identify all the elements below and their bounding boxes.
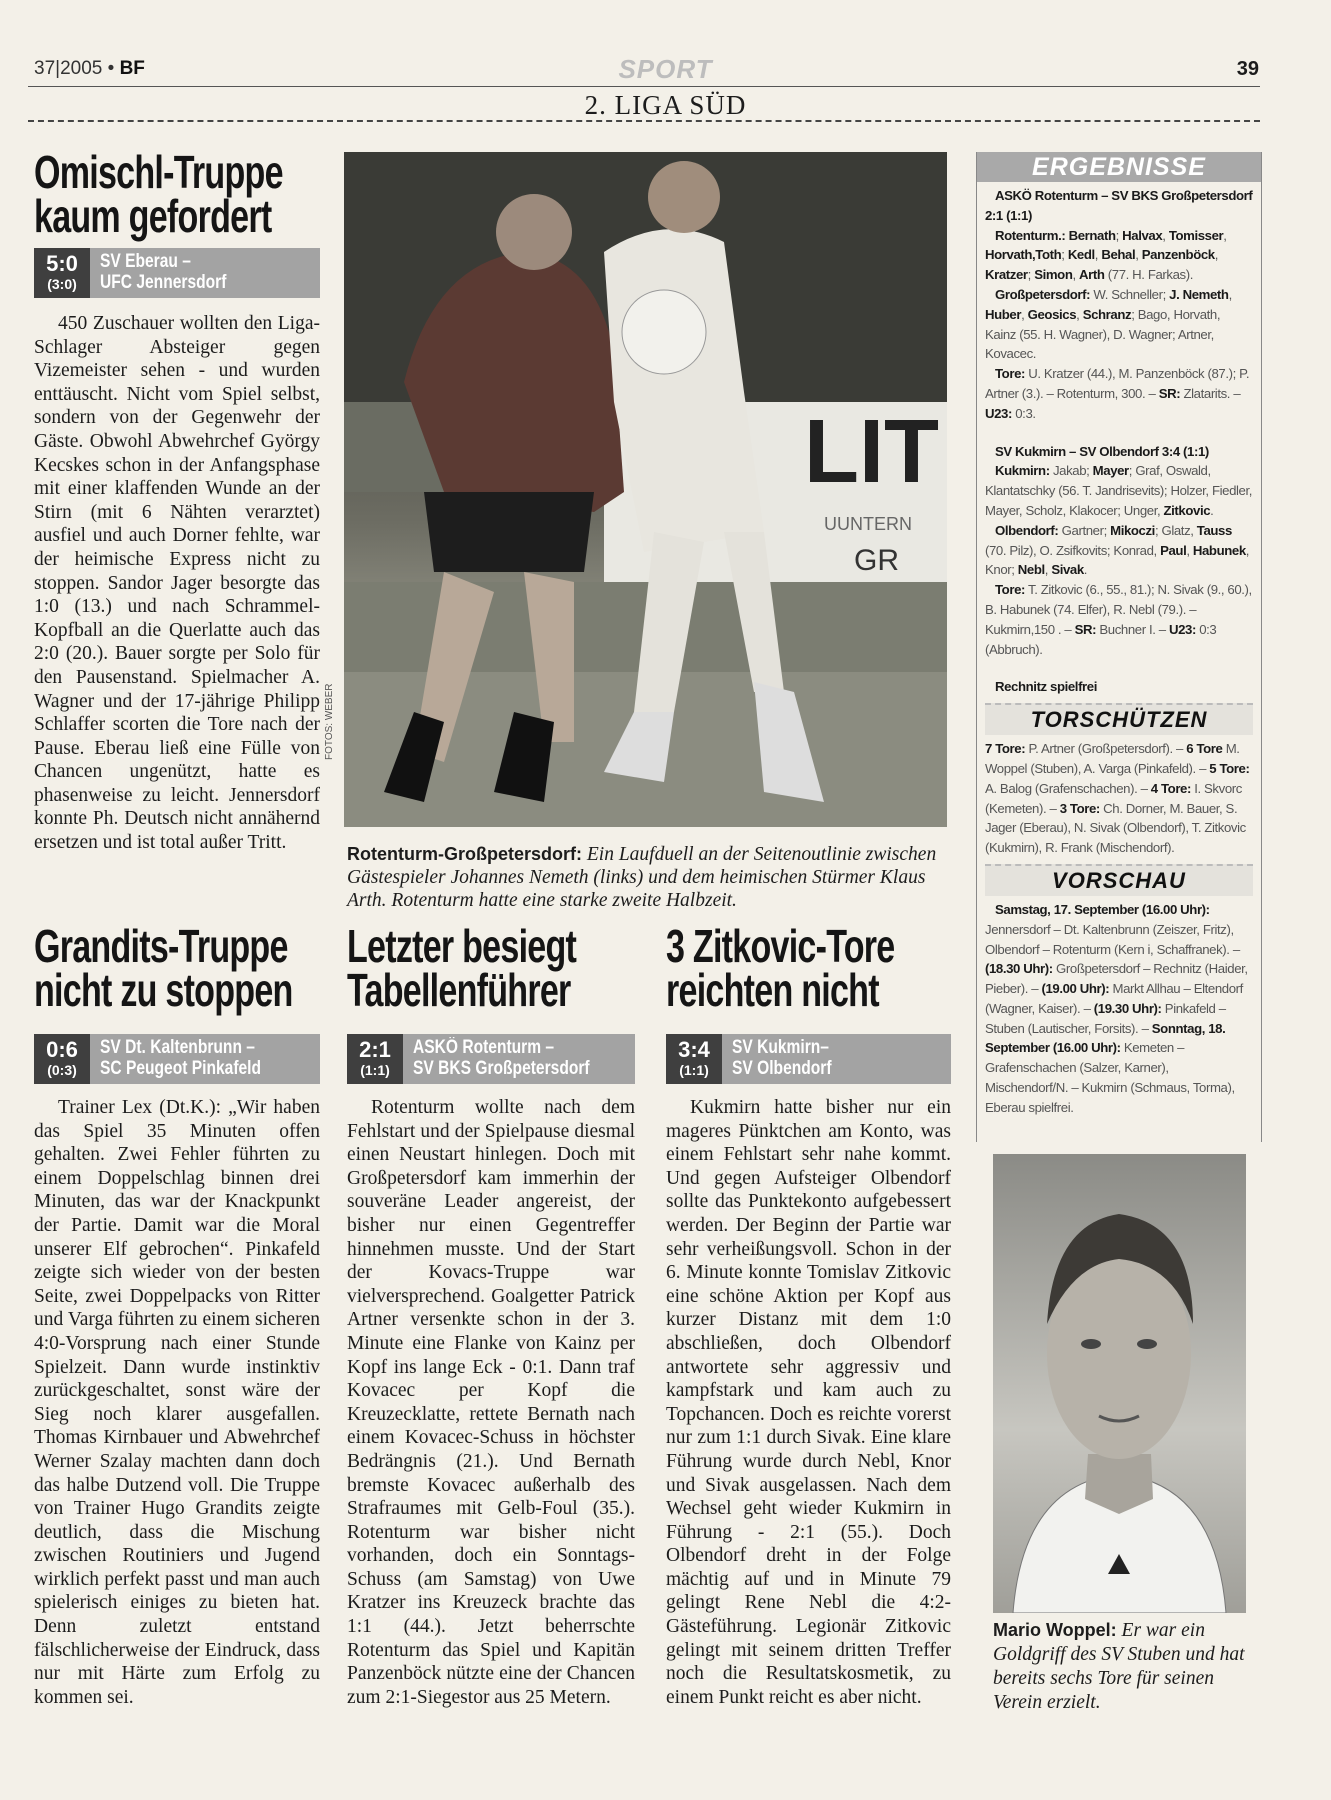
bold-text: Schranz [1082, 306, 1132, 322]
text: ; Bago, Horvath, Kainz (55. H. Wagner), D. Wagner; Artner, Kovacec. [985, 306, 1221, 362]
caption-text: Ein Laufduell an der Seitenoutlinie zwischen Gästespieler Johannes Nemeth (links) und dem heimischen Stürmer Klaus Arth. Rotenturm hatte eine starke zweite Halbzeit. [347, 844, 937, 911]
header-rule [28, 86, 1260, 87]
player-name: Mario Woppel: [993, 1620, 1117, 1640]
result-entry [985, 461, 1253, 520]
text: P. Artner (Großpetersdorf). – [1025, 741, 1187, 757]
bold-text: 5 Tore: [1209, 760, 1250, 776]
article-body: 450 Zuschauer wollten den Liga-Schlager Absteiger gegen Vizemeister sehen - und wurden enttäuscht. Nicht vom Spiel selbst, sondern von der Gegenwehr der Gäste. Obwohl Abwehrchef György Kecskes schon in der Anfangsphase mit einer klaffenden Wunde an der Stirn (mit 6 Nähten verarztet) ausfiel und auch Dorner fehlte, war der heimische Express nicht zu stoppen. Sandor Jager besorgte das 1:0 (13.) und nach Schrammel-Kopfball an die Querlatte auch das 2:0 (20.). Bauer sorgte per Solo für den Pausenstand. Spielmacher A. Wagner und der 17-jährige Philipp Schlaffer scorten die Tore nach der Pause. Eberau ließ eine Fülle von Chancen ungenützt, hatte es phasenweise zu leicht. Jennersdorf konnte Ph. Deutsch nicht annähernd ersetzen und ist total außer Tritt. [34, 313, 320, 854]
text: Großpetersdorf – Rechnitz (Haider, Pieber). – [985, 961, 1248, 997]
result-entry [985, 186, 1253, 226]
bold-text: Panzenböck [1141, 247, 1215, 263]
text: . [1083, 562, 1088, 578]
bold-text: Tore: [995, 366, 1025, 382]
photo-credit: FOTOS: WEBER [324, 683, 335, 760]
halftime-score: (1:1) [360, 1062, 390, 1078]
result-entry [985, 580, 1253, 659]
text: , [1214, 247, 1218, 263]
bold-text: 4 Tore: [1150, 780, 1191, 796]
player-caption [993, 1618, 1253, 1715]
svg-text:GR: GR [854, 544, 899, 577]
bold-text: Nebl [1017, 562, 1045, 578]
score-box [34, 1034, 320, 1084]
text: , [1072, 267, 1080, 283]
bold-text: Rotenturm.: Bernath [995, 227, 1116, 243]
final-score: 2:1 [359, 1037, 391, 1062]
match-photo [344, 152, 947, 827]
text: , [1162, 227, 1169, 243]
bold-text: Behal [1101, 247, 1136, 263]
page-number: 39 [1236, 58, 1259, 80]
text: Pinkafeld – Stuben (Lautischer, Forsits). – [985, 1000, 1226, 1036]
headline-line: 3 Zitkovic-Tore [666, 920, 895, 972]
bold-text: Rechnitz spielfrei [995, 679, 1097, 695]
result-entry [985, 285, 1253, 364]
text: Jakab; [1049, 463, 1093, 479]
bold-text: Kukmirn: [995, 463, 1050, 479]
article-kaltenbrunn [34, 920, 320, 1709]
text: , [1076, 306, 1083, 322]
bold-text: Tauss [1196, 522, 1232, 538]
text: Markt Allhau – Eltendorf (Wagner, Kaiser). – [985, 981, 1243, 1016]
result-entry [985, 364, 1253, 423]
text: , [1044, 562, 1052, 578]
svg-text:UUNTERN: UUNTERN [824, 514, 912, 534]
bold-text: Kratzer [985, 267, 1028, 283]
bold-text: J. Nemeth [1169, 286, 1229, 302]
result-entry [985, 739, 1253, 858]
paper-name: BF [119, 58, 145, 79]
spacer [985, 659, 1253, 677]
away-team: UFC Jennersdorf [100, 272, 227, 293]
score-result [34, 1034, 90, 1084]
text: I. Skvorc (Kemeten). – [985, 780, 1242, 816]
text: , Knor; [985, 542, 1250, 578]
issue-number: 37|2005 [34, 58, 103, 79]
bold-text: Paul [1160, 542, 1187, 558]
score-result [34, 248, 90, 298]
home-team: ASKÖ Rotenturm – [413, 1037, 555, 1058]
player-caption-text: Er war ein Goldgriff des SV Stuben und hat bereits sechs Tore für seinen Verein erzielt. [993, 1620, 1245, 1713]
bold-text: Halvax [1122, 227, 1163, 243]
article-headline [34, 146, 283, 242]
bold-text: Horvath,Toth [985, 247, 1062, 263]
scorers-list [977, 739, 1261, 858]
results-heading: ERGEBNISSE [977, 152, 1261, 182]
bold-text: Großpetersdorf: [995, 286, 1091, 302]
halftime-score: (1:1) [679, 1062, 709, 1078]
bold-text: Arth [1079, 267, 1105, 283]
preview-heading: VORSCHAU [985, 864, 1253, 896]
results-list [977, 186, 1261, 697]
text: ; Graf, Oswald, Klantatschky (56. T. Jandrisevits); Holzer, Fiedler, Mayer, Scholz, Klakocer; Unger, [985, 463, 1252, 518]
bold-text: Sivak [1051, 562, 1084, 578]
text: 0:3 (Abbruch). [985, 621, 1217, 657]
score-result [666, 1034, 722, 1084]
away-team: SV BKS Großpetersdorf [413, 1058, 590, 1079]
text: ; [1061, 247, 1068, 263]
score-teams [90, 1034, 320, 1084]
caption-lead: Rotenturm-Großpetersdorf: [347, 844, 582, 864]
article-rotenturm [347, 920, 635, 1709]
text: , [1021, 306, 1028, 322]
separator-dot: • [107, 58, 115, 79]
text: (70. Pilz), O. Zsifkovits; Konrad, [985, 542, 1161, 558]
text: , [1186, 542, 1193, 558]
text: , [1223, 227, 1227, 243]
headline-line: Grandits-Truppe [34, 920, 288, 972]
result-entry [985, 226, 1253, 285]
bold-text: Habunek [1192, 542, 1246, 558]
score-box [666, 1034, 951, 1084]
text: Buchner I. – [1096, 621, 1169, 637]
bold-text: SR: [1074, 621, 1097, 637]
score-result [347, 1034, 403, 1084]
player-portrait [993, 1154, 1246, 1613]
article-kukmirn [666, 920, 951, 1709]
bold-text: ASKÖ Rotenturm – SV BKS Großpetersdorf 2:1 (1:1) [985, 188, 1253, 223]
football-duel-image [344, 152, 947, 827]
article-body: Kukmirn hatte bisher nur ein mageres Pünktchen am Konto, was einem Fehlstart sehr nahe kommt. Und gegen Aufsteiger Olbendorf sollte das Punktekonto aufgebessert werden. Der Beginn der Partie war sehr verheißungsvoll. Schon in der 6. Minute konnte Tomislav Zitkovic eine schöne Aktion per Kopf aus kurzer Distanz mit dem 1:0 abschließen, doch Olbendorf antwortete sehr aggressiv und kampfstark und kam auch zu Topchancen. Doch es reichte vorerst nur zum 1:1 durch Sivak. Eine klare Führung wurde durch Nebl, Knor und Sivak ausgelassen. Nach dem Wechsel geht wieder Kukmirn in Führung - 2:1 (55.). Doch Olbendorf dreht in der Folge mächtig auf und in Minute 79 gelingt Rene Nebl die 4:2-Gästeführung. Legionär Zitkovic gelingt mit seinem dritten Treffer noch die Resultatskosmetik, zu einem Punkt reicht es aber nicht. [666, 1097, 951, 1708]
home-team: SV Dt. Kaltenbrunn – [100, 1037, 255, 1058]
bold-text: U23: [1168, 621, 1196, 637]
score-teams [403, 1034, 635, 1084]
article-headline [347, 920, 577, 1016]
text: Gartner; [1058, 522, 1111, 538]
bold-text: Mikoczi [1110, 522, 1155, 538]
bold-text: Huber [985, 306, 1022, 322]
text: (77. H. Farkas). [1104, 267, 1193, 283]
text: U. Kratzer (44.), M. Panzenböck (87.); P. Artner (3.). – Rotenturm, 300. – [985, 366, 1250, 401]
section-title: 2. LIGA SÜD [584, 90, 747, 120]
scorers-heading: TORSCHÜTZEN [985, 703, 1253, 735]
final-score: 3:4 [678, 1037, 710, 1062]
headline-line: nicht zu stoppen [34, 964, 293, 1016]
text: A. Balog (Grafenschachen). – [985, 780, 1151, 796]
away-team: SC Peugeot Pinkafeld [100, 1058, 262, 1079]
bold-text: (18.30 Uhr): [985, 961, 1053, 977]
bold-text: Zitkovic [1163, 502, 1211, 518]
preview-list [977, 900, 1261, 1118]
headline-line: Omischl-Truppe [34, 146, 283, 198]
article-headline [666, 920, 895, 1016]
bold-text: Simon [1034, 267, 1073, 283]
section-divider [28, 120, 1260, 122]
bold-text: Tomisser [1168, 227, 1224, 243]
score-box [347, 1034, 635, 1084]
bold-text: SR: [1158, 385, 1181, 401]
home-team: SV Eberau – [100, 251, 191, 272]
headline-line: kaum gefordert [34, 190, 272, 242]
text: W. Schneller; [1090, 286, 1170, 302]
score-box [34, 248, 320, 298]
score-teams [90, 248, 320, 298]
text: 0:3. [1011, 405, 1036, 421]
text: ; [1027, 267, 1035, 283]
final-score: 5:0 [46, 251, 78, 276]
text: Zlatarits. – [1180, 385, 1241, 401]
bold-text: Tore: [995, 582, 1025, 598]
bold-text: 7 Tore: [985, 741, 1026, 757]
bold-text: Sonntag, 18. September (16.00 Uhr): [985, 1020, 1226, 1056]
bold-text: Mayer [1092, 463, 1129, 479]
score-teams [722, 1034, 951, 1084]
halftime-score: (0:3) [47, 1062, 77, 1078]
ressort-title: SPORT [618, 54, 713, 84]
home-team: SV Kukmirn– [732, 1037, 829, 1058]
text: , [1094, 247, 1102, 263]
text: Jennersdorf – Dt. Kaltenbrunn (Zeiszer, Fritz), Olbendorf – Rotenturm (Kern i, Schaffranek). – [985, 921, 1240, 957]
spacer [985, 424, 1253, 442]
article-eberau [34, 146, 320, 855]
svg-text:LIT: LIT [804, 402, 939, 502]
player-portrait-image [993, 1154, 1246, 1613]
text: , [1228, 286, 1232, 302]
text: Ch. Dorner, M. Bauer, S. Jager (Eberau), N. Sivak (Olbendorf), T. Zitkovic (Kukmirn), R. Frank (Mischendorf). [985, 800, 1246, 856]
bold-text: Olbendorf: [995, 522, 1059, 538]
bold-text: SV Kukmirn – SV Olbendorf 3:4 (1:1) [995, 443, 1209, 459]
bold-text: Kedl [1067, 247, 1095, 263]
headline-line: Letzter besiegt [347, 920, 577, 972]
bold-text: (19.30 Uhr): [1093, 1000, 1162, 1016]
away-team: SV Olbendorf [732, 1058, 832, 1079]
result-entry [985, 900, 1253, 1118]
bold-text: (19.00 Uhr): [1041, 981, 1110, 997]
bold-text: U23: [985, 405, 1012, 421]
final-score: 0:6 [46, 1037, 78, 1062]
bold-text: 6 Tore [1186, 741, 1223, 757]
text: , [1135, 247, 1142, 263]
bold-text: Geosics [1027, 306, 1077, 322]
result-entry [985, 677, 1253, 697]
text: Kemeten – Grafenschachen (Salzer, Karner), Mischendorf/N. – Kukmirn (Schmaus, Torma), Eberau spielfrei. [985, 1040, 1235, 1115]
bold-text: 3 Tore: [1059, 800, 1100, 816]
article-body: Trainer Lex (Dt.K.): „Wir haben das Spiel 35 Minuten offen gehalten. Zwei Fehler führten zu einem Doppelschlag binnen drei Minuten, das war der Knackpunkt der Partie. Damit war die Moral unserer Elf gebrochen“. Pinkafeld zeigte sich wieder von der besten Seite, zwei Doppelpacks von Ritter und Varga führten zu einem sicheren 4:0-Vorsprung nach einer Stunde Spielzeit. Dann wurde instinktiv zurückgeschaltet, sonst wäre der Sieg noch klarer ausgefallen. Thomas Kirnbauer und Abwehrchef Werner Szalay machten dann doch das halbe Dutzend voll. Die Truppe von Trainer Hugo Grandits zeigte deutlich, dass die Mischung zwischen Routiniers und Jugend wirklich perfekt passt und man auch spielerisch einiges zu bieten hat. Denn zuletzt entstand fälschlicherweise der Eindruck, dass nur mit Härte zum Erfolg zu kommen sei. [34, 1097, 320, 1708]
result-entry [985, 442, 1253, 462]
text: ; Glatz, [1154, 522, 1197, 538]
headline-line: Tabellenführer [347, 964, 571, 1016]
article-body: Rotenturm wollte nach dem Fehlstart und der Spielpause diesmal einen Neustart hinlegen. Doch mit Großpetersdorf kam immerhin der souveräne Leader angereist, der bisher nur einen Gegentreffer hinnehmen musste. Und der Start der Kovacs-Truppe war vielversprechend. Goalgetter Patrick Artner versenkte schon in der 3. Minute eine Flanke von Kainz per Kopf ins lange Eck - 0:1. Dann traf Kovacec per Kopf die Kreuzecklatte, rettete Bernath nach einem Kovacec-Schuss in höchster Bedrängnis (21.). Und Bernath bremste Kovacec außerhalb des Strafraumes mit Gelb-Foul (35.). Rotenturm war bisher nicht vorhanden, doch ein Sonntags-Schuss (am Samstag) von Uwe Kratzer ins Kreuzeck brachte das 1:1 (44.). Jetzt beherrschte Rotenturm das Spiel und Kapitän Panzenböck nützte eine der Chancen zum 2:1-Siegestor aus 25 Metern. [347, 1097, 635, 1708]
text: T. Zitkovic (6., 55., 81.); N. Sivak (9., 60.), B. Habunek (74. Elfer), R. Nebl (79.). – Kukmirn,150 . – [985, 582, 1252, 637]
text: . [1210, 502, 1214, 518]
photo-caption [347, 843, 953, 912]
bold-text: Samstag, 17. September (16.00 Uhr): [995, 901, 1210, 917]
text: ; [1115, 227, 1123, 243]
text: M. Woppel (Stuben), A. Varga (Pinkafeld). – [985, 741, 1240, 776]
result-entry [985, 521, 1253, 580]
headline-line: reichten nicht [666, 964, 879, 1016]
article-headline [34, 920, 293, 1016]
halftime-score: (3:0) [47, 276, 77, 292]
results-sidebar [976, 152, 1262, 1142]
